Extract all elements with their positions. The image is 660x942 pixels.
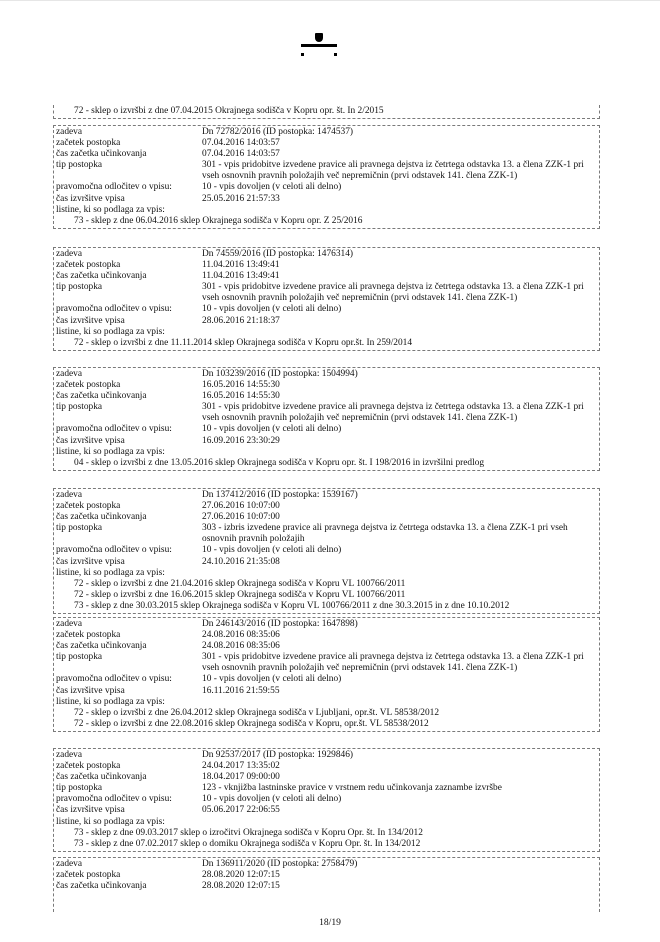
effective-date-label: čas začetka učinkovanja <box>56 391 147 402</box>
procedure-type-value: 301 - vpis pridobitve izvedene pravice ali pravnega dejstva iz četrtega odstavka 13. a člena ZZK-1 pri vseh osnovnih pravnih položajih več nepremičnin (prvi odstavek 141. člena ZZK-1) <box>202 160 584 182</box>
dot-left <box>301 53 304 56</box>
documents-label: listine, ki so podlaga za vpis: <box>56 567 165 578</box>
field-row-zadeva <box>56 750 599 761</box>
start-date-value: 24.08.2016 08:35:06 <box>202 630 280 641</box>
field-row-effective-date <box>56 271 599 282</box>
start-date-value: 24.04.2017 13:35:02 <box>202 761 280 772</box>
procedure-type-label: tip postopka <box>56 523 103 534</box>
decision-value: 10 - vpis dovoljen (v celoti ali delno) <box>202 545 342 556</box>
procedure-type-value: 301 - vpis pridobitve izvedene pravice ali pravnega dejstva iz četrtega odstavka 13. a člena ZZK-1 pri vseh osnovnih pravnih položajih več nepremičnin (prvi odstavek 141. člena ZZK-1) <box>202 282 584 304</box>
field-row-zadeva <box>56 619 599 630</box>
decision-label: pravomočna odločitev o vpisu: <box>56 304 172 315</box>
field-row-start-date <box>56 630 599 641</box>
document-line: 73 - sklep z dne 09.03.2017 sklep o izročitvi Okrajnega sodišča v Kopru Opr. št. In 134/2012 <box>74 827 423 838</box>
decision-value: 10 - vpis dovoljen (v celoti ali delno) <box>202 794 342 805</box>
dot-right <box>334 53 337 56</box>
procedure-type-value: 123 - vknjižba lastninske pravice v vrstnem redu učinkovanja zaznambe izvršbe <box>202 783 502 794</box>
zadeva-label: zadeva <box>56 249 83 259</box>
decision-label: pravomočna odločitev o vpisu: <box>56 424 172 435</box>
start-date-label: začetek postopka <box>56 761 121 772</box>
effective-date-value: 11.04.2016 13:49:41 <box>202 271 280 282</box>
start-date-label: začetek postopka <box>56 138 121 149</box>
execution-date-label: čas izvršitve vpisa <box>56 556 125 567</box>
execution-date-value: 05.06.2017 22:06:55 <box>202 805 280 816</box>
procedure-type-value: 303 - izbris izvedene pravice ali pravnega dejstva iz četrtega odstavka 13. a člena ZZK-1 pri vseh osnovnih pravnih položajih <box>202 523 568 545</box>
field-row-zadeva <box>56 249 599 260</box>
effective-date-label: čas začetka učinkovanja <box>56 512 147 523</box>
decision-label: pravomočna odločitev o vpisu: <box>56 674 172 685</box>
document-line: 72 - sklep o izvršbi z dne 16.06.2015 sklep Okrajnega sodišča v Kopru VL 100766/2011 <box>74 589 406 600</box>
execution-date-value: 16.09.2016 23:30:29 <box>202 435 280 446</box>
field-row-effective-date <box>56 641 599 652</box>
field-row-procedure-type <box>56 783 599 794</box>
document-line: 73 - sklep z dne 30.03.2015 sklep Okrajnega sodišča v Kopru VL 100766/2011 z dne 30.3.2015 in z dne 10.10.2012 <box>74 600 510 611</box>
procedure-type-label: tip postopka <box>56 160 103 171</box>
start-date-label: začetek postopka <box>56 630 121 641</box>
decision-label: pravomočna odločitev o vpisu: <box>56 794 172 805</box>
field-row-decision <box>56 304 599 315</box>
zadeva-label: zadeva <box>56 619 83 629</box>
zadeva-label: zadeva <box>56 490 83 500</box>
zadeva-label: zadeva <box>56 859 83 869</box>
decision-value: 10 - vpis dovoljen (v celoti ali delno) <box>202 674 342 685</box>
start-date-label: začetek postopka <box>56 870 121 881</box>
document-line: 72 - sklep o izvršbi z dne 11.11.2014 sklep Okrajnega sodišča v Kopru opr.št. In 259/2014 <box>74 337 413 348</box>
field-row-execution-date <box>56 194 599 205</box>
court-emblem-icon <box>300 33 340 59</box>
field-row-zadeva <box>56 859 599 870</box>
field-row-zadeva <box>56 490 599 501</box>
decision-value: 10 - vpis dovoljen (v celoti ali delno) <box>202 424 342 435</box>
zadeva-value: Dn 246143/2016 (ID postopka: 1647898) <box>202 619 358 629</box>
field-row-execution-date <box>56 686 599 697</box>
execution-date-value: 25.05.2016 21:57:33 <box>202 193 280 204</box>
decision-value: 10 - vpis dovoljen (v celoti ali delno) <box>202 182 342 193</box>
execution-date-value: 16.11.2016 21:59:55 <box>202 685 280 696</box>
entry-box <box>53 367 600 471</box>
document-line: 72 - sklep o izvršbi z dne 21.04.2016 sklep Okrajnega sodišča v Kopru VL 100766/2011 <box>74 578 406 589</box>
zadeva-label: zadeva <box>56 369 83 379</box>
entry-box <box>53 857 600 912</box>
document-line: 72 - sklep o izvršbi z dne 07.04.2015 Okrajnega sodišča v Kopru opr. št. In 2/2015 <box>74 106 384 116</box>
start-date-value: 11.04.2016 13:49:41 <box>202 260 280 271</box>
entry-box <box>53 617 600 732</box>
execution-date-value: 28.06.2016 21:18:37 <box>202 315 280 326</box>
field-row-effective-date <box>56 391 599 402</box>
start-date-label: začetek postopka <box>56 501 121 512</box>
field-row-decision <box>56 794 599 805</box>
field-row-procedure-type <box>56 652 599 674</box>
continued-entry <box>53 105 600 119</box>
field-row-effective-date <box>56 149 599 160</box>
entry-box <box>53 247 600 351</box>
documents-label: listine, ki so podlaga za vpis: <box>56 696 165 707</box>
field-row-execution-date <box>56 805 599 816</box>
zadeva-value: Dn 72782/2016 (ID postopka: 1474537) <box>202 127 354 137</box>
effective-date-value: 28.08.2020 12:07:15 <box>202 881 280 892</box>
effective-date-value: 24.08.2016 08:35:06 <box>202 641 280 652</box>
documents-label: listine, ki so podlaga za vpis: <box>56 326 165 337</box>
field-row-procedure-type <box>56 523 599 545</box>
entry-box <box>53 488 600 614</box>
field-row-start-date <box>56 870 599 881</box>
start-date-value: 27.06.2016 10:07:00 <box>202 501 280 512</box>
field-row-decision <box>56 182 599 193</box>
effective-date-value: 07.04.2016 14:03:57 <box>202 149 280 160</box>
zadeva-value: Dn 92537/2017 (ID postopka: 1929846) <box>202 750 354 760</box>
field-row-start-date <box>56 501 599 512</box>
field-row-effective-date <box>56 881 599 892</box>
zadeva-label: zadeva <box>56 127 83 137</box>
procedure-type-label: tip postopka <box>56 402 103 413</box>
effective-date-value: 16.05.2016 14:55:30 <box>202 391 280 402</box>
zadeva-value: Dn 74559/2016 (ID postopka: 1476314) <box>202 249 354 259</box>
field-row-procedure-type <box>56 282 599 304</box>
field-row-decision <box>56 545 599 556</box>
effective-date-label: čas začetka učinkovanja <box>56 149 147 160</box>
field-row-zadeva <box>56 127 599 138</box>
effective-date-label: čas začetka učinkovanja <box>56 772 147 783</box>
page-number: 18/19 <box>319 917 341 928</box>
start-date-value: 16.05.2016 14:55:30 <box>202 380 280 391</box>
effective-date-label: čas začetka učinkovanja <box>56 271 147 282</box>
entry-box <box>53 125 600 229</box>
field-row-execution-date <box>56 436 599 447</box>
field-row-effective-date <box>56 772 599 783</box>
effective-date-value: 27.06.2016 10:07:00 <box>202 512 280 523</box>
procedure-type-value: 301 - vpis pridobitve izvedene pravice ali pravnega dejstva iz četrtega odstavka 13. a člena ZZK-1 pri vseh osnovnih pravnih položajih več nepremičnin (prvi odstavek 141. člena ZZK-1) <box>202 652 584 674</box>
zadeva-value: Dn 136911/2020 (ID postopka: 2758479) <box>202 859 358 869</box>
effective-date-value: 18.04.2017 09:00:00 <box>202 772 280 783</box>
zadeva-value: Dn 103239/2016 (ID postopka: 1504994) <box>202 369 358 379</box>
field-row-start-date <box>56 380 599 391</box>
document-line: 73 - sklep z dne 07.02.2017 sklep o domiku Okrajnega sodišča v Kopru Opr. št. In 134/2012 <box>74 838 421 849</box>
start-date-label: začetek postopka <box>56 260 121 271</box>
field-row-start-date <box>56 260 599 271</box>
execution-date-value: 24.10.2016 21:35:08 <box>202 556 280 567</box>
execution-date-label: čas izvršitve vpisa <box>56 805 125 816</box>
field-row-decision <box>56 424 599 435</box>
field-row-decision <box>56 674 599 685</box>
decision-label: pravomočna odločitev o vpisu: <box>56 545 172 556</box>
field-row-execution-date <box>56 557 599 568</box>
procedure-type-label: tip postopka <box>56 783 103 794</box>
effective-date-label: čas začetka učinkovanja <box>56 881 147 892</box>
bar-shape <box>301 44 337 47</box>
document-line: 73 - sklep z dne 06.04.2016 sklep Okrajnega sodišča v Kopru opr. Z 25/2016 <box>74 215 363 226</box>
field-row-procedure-type <box>56 402 599 424</box>
start-date-label: začetek postopka <box>56 380 121 391</box>
field-row-execution-date <box>56 316 599 327</box>
zadeva-value: Dn 137412/2016 (ID postopka: 1539167) <box>202 490 358 500</box>
execution-date-label: čas izvršitve vpisa <box>56 193 125 204</box>
document-line: 72 - sklep o izvršbi z dne 26.04.2012 sklep Okrajnega sodišča v Ljubljani, opr.št. VL 58538/2012 <box>74 707 440 718</box>
effective-date-label: čas začetka učinkovanja <box>56 641 147 652</box>
procedure-type-label: tip postopka <box>56 282 103 293</box>
start-date-value: 07.04.2016 14:03:57 <box>202 138 280 149</box>
procedure-type-label: tip postopka <box>56 652 103 663</box>
procedure-type-value: 301 - vpis pridobitve izvedene pravice ali pravnega dejstva iz četrtega odstavka 13. a člena ZZK-1 pri vseh osnovnih pravnih položajih več nepremičnin (prvi odstavek 141. člena ZZK-1) <box>202 402 584 424</box>
entry-box <box>53 748 600 852</box>
document-line: 04 - sklep o izvršbi z dne 13.05.2016 sklep Okrajnega sodišča v Kopru opr. št. I 198/2016 in izvršilni predlog <box>74 457 485 468</box>
execution-date-label: čas izvršitve vpisa <box>56 685 125 696</box>
document-line: 72 - sklep o izvršbi z dne 22.08.2016 sklep Okrajnega sodišča v Kopru, opr.št. VL 58538/2012 <box>74 718 429 729</box>
zadeva-label: zadeva <box>56 750 83 760</box>
execution-date-label: čas izvršitve vpisa <box>56 315 125 326</box>
execution-date-label: čas izvršitve vpisa <box>56 435 125 446</box>
documents-label: listine, ki so podlaga za vpis: <box>56 446 165 457</box>
shield-shape <box>315 33 323 42</box>
decision-value: 10 - vpis dovoljen (v celoti ali delno) <box>202 304 342 315</box>
field-row-start-date <box>56 138 599 149</box>
top-edge <box>0 0 660 1</box>
documents-label: listine, ki so podlaga za vpis: <box>56 204 165 215</box>
field-row-start-date <box>56 761 599 772</box>
documents-label: listine, ki so podlaga za vpis: <box>56 816 165 827</box>
decision-label: pravomočna odločitev o vpisu: <box>56 182 172 193</box>
field-row-effective-date <box>56 512 599 523</box>
field-row-procedure-type <box>56 160 599 182</box>
start-date-value: 28.08.2020 12:07:15 <box>202 870 280 881</box>
field-row-zadeva <box>56 369 599 380</box>
